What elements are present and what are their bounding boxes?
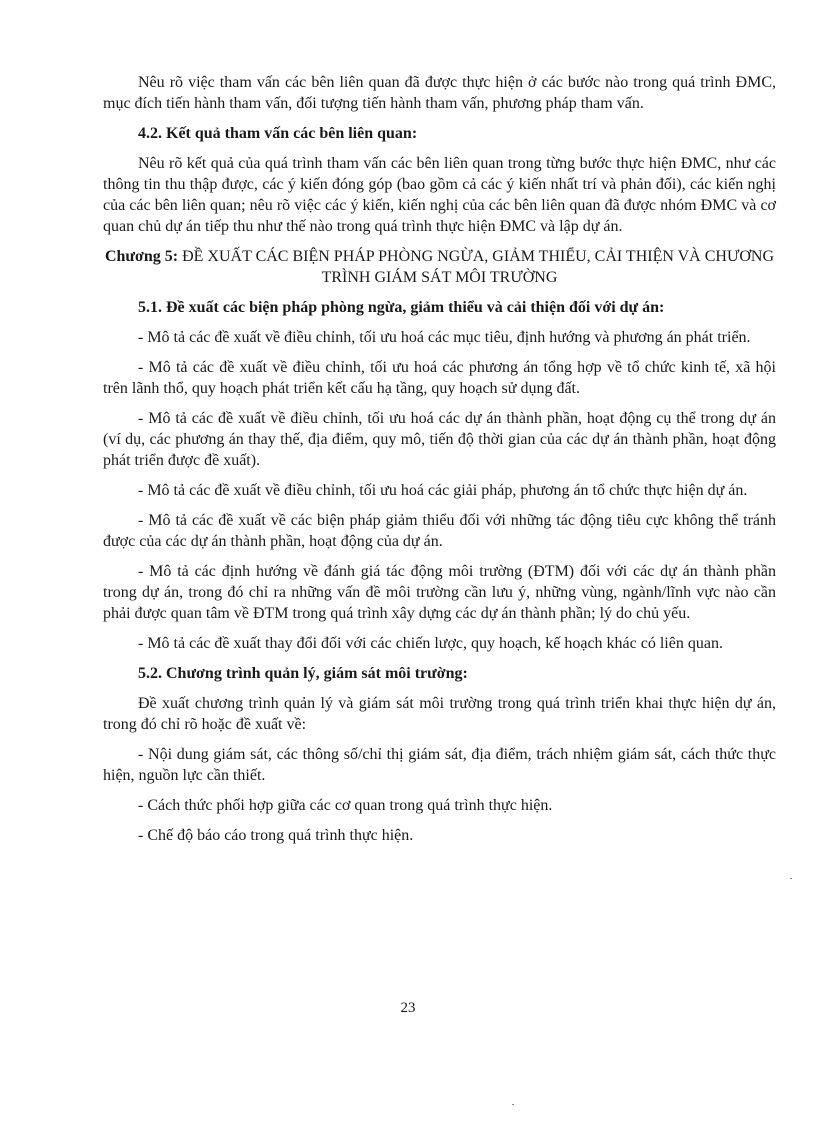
page-number: 23: [400, 1000, 416, 1016]
heading-5-1: 5.1. Đề xuất các biện pháp phòng ngừa, giảm thiểu và cải thiện đối với dự án:: [138, 299, 665, 316]
scan-speck: [512, 1104, 514, 1105]
paragraph-4-2: Nêu rõ kết quả của quá trình tham vấn các bên liên quan trong từng bước thực hiện ĐMC, như các thông tin thu thập được, các ý kiến đóng góp (bao gồm cả các ý kiến nhất trí và phản đối), các kiến nghị của các bên liên quan; nêu rõ việc các ý kiến, kiến nghị của các bên liên quan đã được nhóm ĐMC và cơ quan chủ dự án tiếp thu như thế nào trong quá trình thực hiện ĐMC và lập dự án.: [103, 155, 776, 235]
heading-5-2: 5.2. Chương trình quản lý, giám sát môi trường:: [138, 665, 468, 682]
chapter-5-title: ĐỀ XUẤT CÁC BIỆN PHÁP PHÒNG NGỪA, GIẢM THIỂU, CẢI THIỆN VÀ CHƯƠNG TRÌNH GIÁM SÁT MÔI TRƯỜNG: [178, 248, 775, 286]
heading-4-2: 4.2. Kết quả tham vấn các bên liên quan:: [138, 125, 418, 142]
list-item-5-2: - Cách thức phối hợp giữa các cơ quan trong quá trình thực hiện.: [138, 797, 553, 814]
document-body: [103, 72, 776, 855]
list-item-5-1: - Mô tả các đề xuất thay đổi đối với các chiến lược, quy hoạch, kế hoạch khác có liên quan.: [138, 635, 723, 652]
list-item-5-1: - Mô tả các đề xuất về điều chỉnh, tối ưu hoá các mục tiêu, định hướng và phương án phát triển.: [138, 329, 751, 346]
list-item-5-1: - Mô tả các đề xuất về điều chỉnh, tối ưu hoá các phương án tổng hợp về tổ chức kinh tế, xã hội trên lãnh thổ, quy hoạch phát triển kết cấu hạ tầng, quy hoạch sử dụng đất.: [103, 359, 776, 397]
list-item-5-2: - Chế độ báo cáo trong quá trình thực hiện.: [138, 827, 414, 844]
chapter-5-label: Chương 5:: [104, 248, 179, 265]
list-item-5-1: - Mô tả các định hướng về đánh giá tác động môi trường (ĐTM) đối với các dự án thành phần trong dự án, trong đó chỉ ra những vấn đề môi trường cần lưu ý, những vùng, ngành/lĩnh vực nào cần phải được quan tâm về ĐTM trong quá trình xây dựng các dự án thành phần; lý do chủ yếu.: [103, 563, 776, 622]
scan-speck: [790, 878, 792, 879]
list-item-5-1: - Mô tả các đề xuất về điều chỉnh, tối ưu hoá các dự án thành phần, hoạt động cụ thể trong dự án (ví dụ, các phương án thay thế, địa điểm, quy mô, tiến độ thời gian của các dự án thành phần, hoạt động phát triển được đề xuất).: [103, 410, 776, 469]
list-item-5-1: - Mô tả các đề xuất về điều chỉnh, tối ưu hoá các giải pháp, phương án tổ chức thực hiện dự án.: [138, 482, 748, 499]
list-item-5-1: - Mô tả các đề xuất về các biện pháp giảm thiểu đối với những tác động tiêu cực không thể tránh được của các dự án thành phần, hoạt động của dự án.: [103, 512, 776, 550]
list-item-5-2: - Nội dung giám sát, các thông số/chỉ thị giám sát, địa điểm, trách nhiệm giám sát, cách thức thực hiện, nguồn lực cần thiết.: [103, 746, 776, 784]
chapter-5-heading: [103, 246, 776, 288]
paragraph-consult-steps: Nêu rõ việc tham vấn các bên liên quan đã được thực hiện ở các bước nào trong quá trình ĐMC, mục đích tiến hành tham vấn, đối tượng tiến hành tham vấn, phương pháp tham vấn.: [103, 74, 776, 112]
paragraph-5-2: Đề xuất chương trình quản lý và giám sát môi trường trong quá trình triển khai thực hiện dự án, trong đó chỉ rõ hoặc đề xuất về:: [103, 695, 776, 733]
